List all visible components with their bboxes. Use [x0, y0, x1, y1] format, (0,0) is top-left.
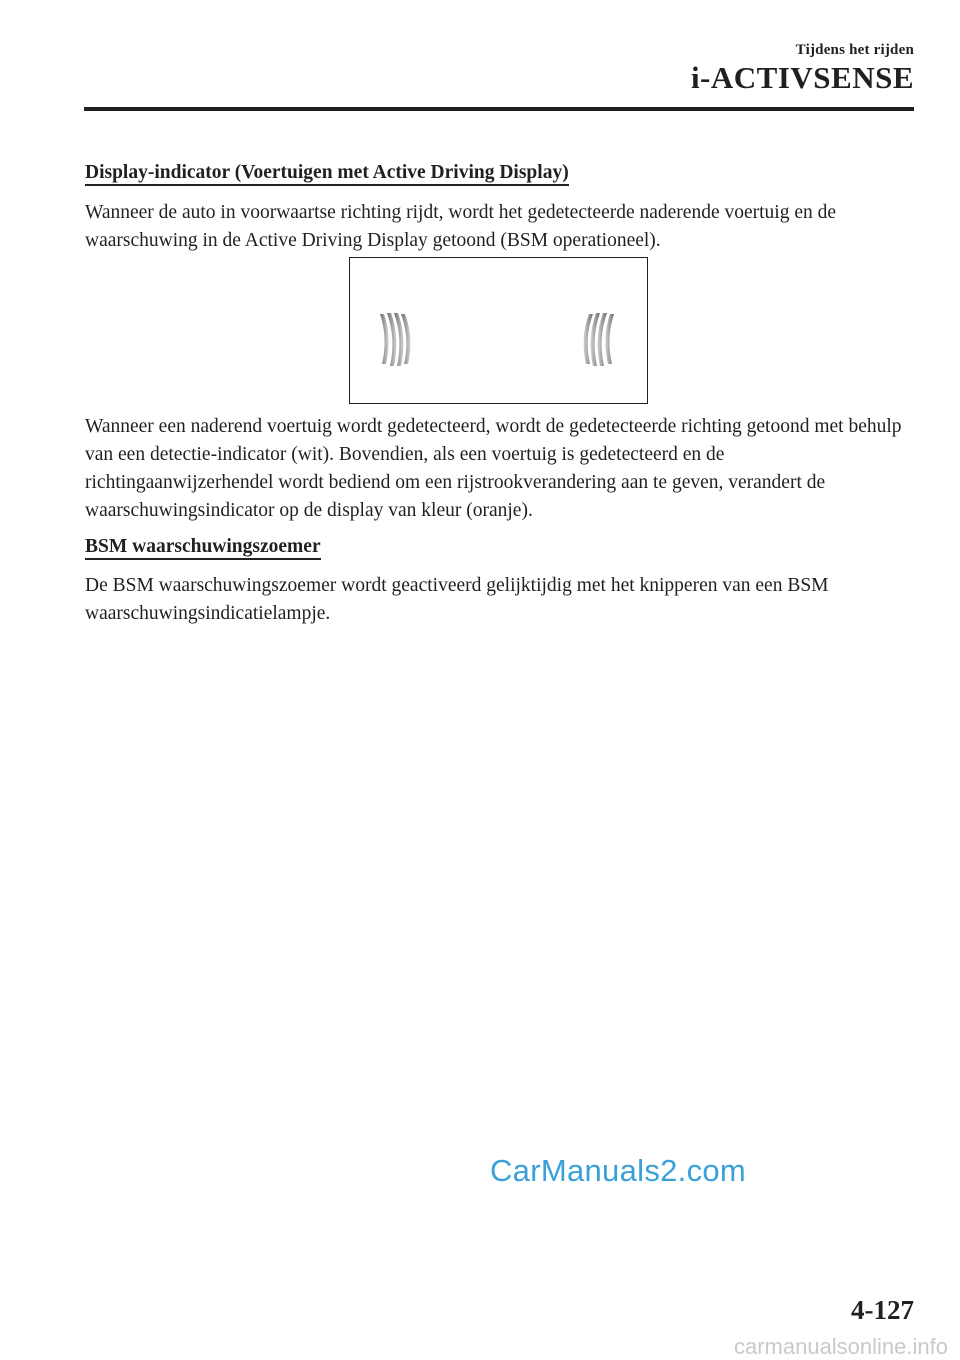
chapter-title: Tijdens het rijden	[795, 42, 914, 58]
footer-site: carmanualsonline.info	[733, 1334, 948, 1359]
heading-bsm-buzzer: BSM waarschuwingszoemer	[85, 536, 321, 560]
left-detection-indicator-icon	[380, 313, 410, 366]
right-detection-indicator-icon	[584, 313, 614, 366]
heading-display-indicator: Display-indicator (Voertuigen met Active Driving Display)	[85, 162, 569, 186]
header-rule	[84, 107, 914, 111]
section-title: i-ACTIVSENSE	[690, 60, 914, 95]
paragraph-display: Wanneer de auto in voorwaartse richting rijdt, wordt het gedetecteerde naderende voertuig en de waarschuwing in de Active Driving Display getoond (BSM operationeel).	[85, 202, 837, 251]
display-figure-graphic	[350, 258, 646, 402]
page-number: 4-127	[851, 1295, 914, 1325]
display-figure	[349, 257, 648, 404]
watermark: CarManuals2.com	[490, 1153, 747, 1188]
paragraph-detection: Wanneer een naderend voertuig wordt gedetecteerd, wordt de gedetecteerde richting getoond met behulp van een detectie-indicator (wit). Bovendien, als een voertuig is gedetecteerd en de richtingaanwijzerhendel wordt bediend om een rijstrookverandering aan te geven, verandert de waarschuwingsindicator op de display van kleur (oranje).	[85, 416, 902, 521]
paragraph-buzzer: De BSM waarschuwingszoemer wordt geactiveerd gelijktijdig met het knipperen van een BSM waarschuwingsindicatielampje.	[85, 575, 829, 624]
